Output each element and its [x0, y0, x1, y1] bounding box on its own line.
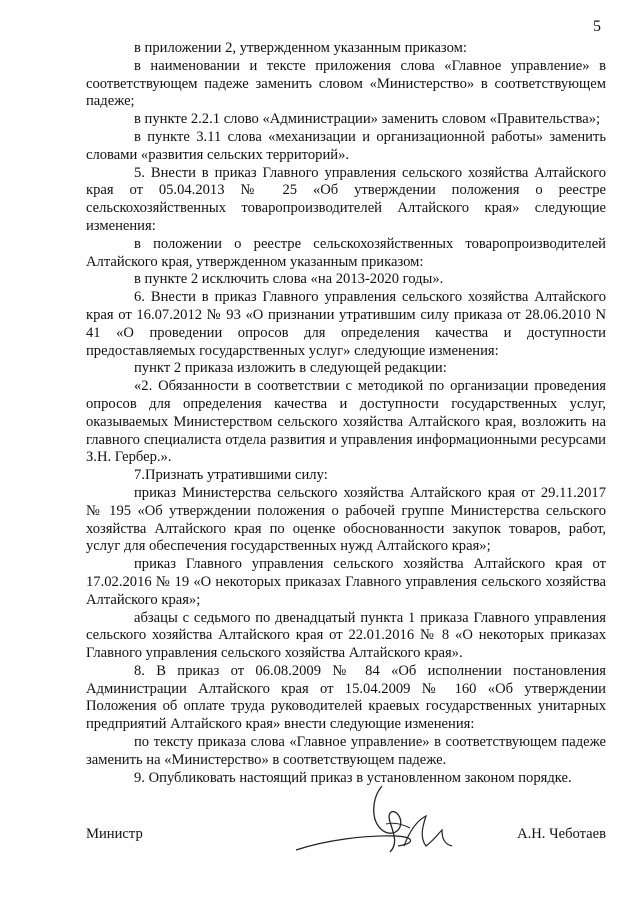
paragraph-order-19: приказ Главного управления сельского хозяйства Алтайского края от 17.02.2016 № 19 «О некоторых приказах Главного управления сельского хозяйства Алтайского края»; — [86, 556, 606, 608]
paragraph-order-195: приказ Министерства сельского хозяйства Алтайского края от 29.11.2017 № 195 «Об утверждении положения о рабочей группе Министерства сельского хозяйства Алтайского края по оценке обоснованности закупок товаров, работ, услуг для обеспечения государственных нужд Алтайского края»; — [86, 484, 606, 555]
paragraph-item-6: 6. Внести в приказ Главного управления сельского хозяйства Алтайского края от 16.07.2012 № 93 «О признании утратившим силу приказа от 28.06.2010 N 41 «О проведении опросов для определения качества и доступности предоставляемых государственных услуг» следующие изменения: — [86, 289, 606, 359]
paragraph-point-2-2-1: в пункте 2.2.1 слово «Администрации» заменить словом «Правительства»; — [134, 111, 601, 128]
paragraph-order-8: абзацы с седьмого по двенадцатый пункта 1 приказа Главного управления сельского хозяйства Алтайского края от 22.01.2016 № 8 «О некоторых приказах Главного управления сельского хозяйства Алтайского края». — [86, 609, 606, 662]
document-body — [86, 40, 606, 787]
paragraph-appendix-title-change: в наименовании и тексте приложения слова «Главное управление» в соответствующем падеже заменить словом «Министерство» в соответствующем падеже; — [86, 57, 606, 110]
signatory-title: Министр — [86, 826, 143, 842]
paragraph-item-5: 5. Внести в приказ Главного управления сельского хозяйства Алтайского края от 05.04.2013 № 25 «Об утверждении положения о реестре сельскохозяйственных товаропроизводителей Алтайского края» следующие изменения: — [86, 164, 606, 234]
handwritten-signature — [286, 780, 476, 868]
paragraph-point-2-exclude: в пункте 2 исключить слова «на 2013-2020 годы». — [134, 271, 444, 288]
signature-block — [86, 822, 606, 850]
paragraph-quoted-duty: «2. Обязанности в соответствии с методикой по организации проведения опросов для определения качества и доступности государственных услуг, оказываемых Министерством сельского хозяйства Алтайского края, возложить на главного специалиста отдела развития и управления информационными ресурсами З.Н. Гербер.». — [86, 378, 606, 466]
paragraph-appendix-2: в приложении 2, утвержденном указанным приказом: — [134, 40, 467, 56]
paragraph-text-replacement: по тексту приказа слова «Главное управление» в соответствующем падеже заменить на «Министерство» в соответствующем падеже. — [86, 734, 606, 768]
paragraph-register-regulation: в положении о реестре сельскохозяйственных товаропроизводителей Алтайского края, утвержденном указанным приказом: — [86, 235, 606, 270]
paragraph-item-9: 9. Опубликовать настоящий приказ в установленном законом порядке. — [134, 769, 572, 786]
signatory-name: А.Н. Чеботаев — [517, 826, 606, 842]
paragraph-point-2-new-wording: пункт 2 приказа изложить в следующей редакции: — [134, 360, 447, 377]
page-number: 5 — [593, 18, 601, 35]
paragraph-point-3-11: в пункте 3.11 слова «механизации и организационной работы» заменить словами «развития сельских территорий». — [86, 128, 606, 163]
paragraph-item-7: 7.Признать утратившими силу: — [134, 467, 328, 484]
paragraph-item-8: 8. В приказ от 06.08.2009 № 84 «Об исполнении постановления Администрации Алтайского края от 15.04.2009 № 160 «Об утверждении Положения об оплате труда руководителей краевых государственных унитарных предприятий Алтайского края» внести следующие изменения: — [86, 662, 606, 733]
